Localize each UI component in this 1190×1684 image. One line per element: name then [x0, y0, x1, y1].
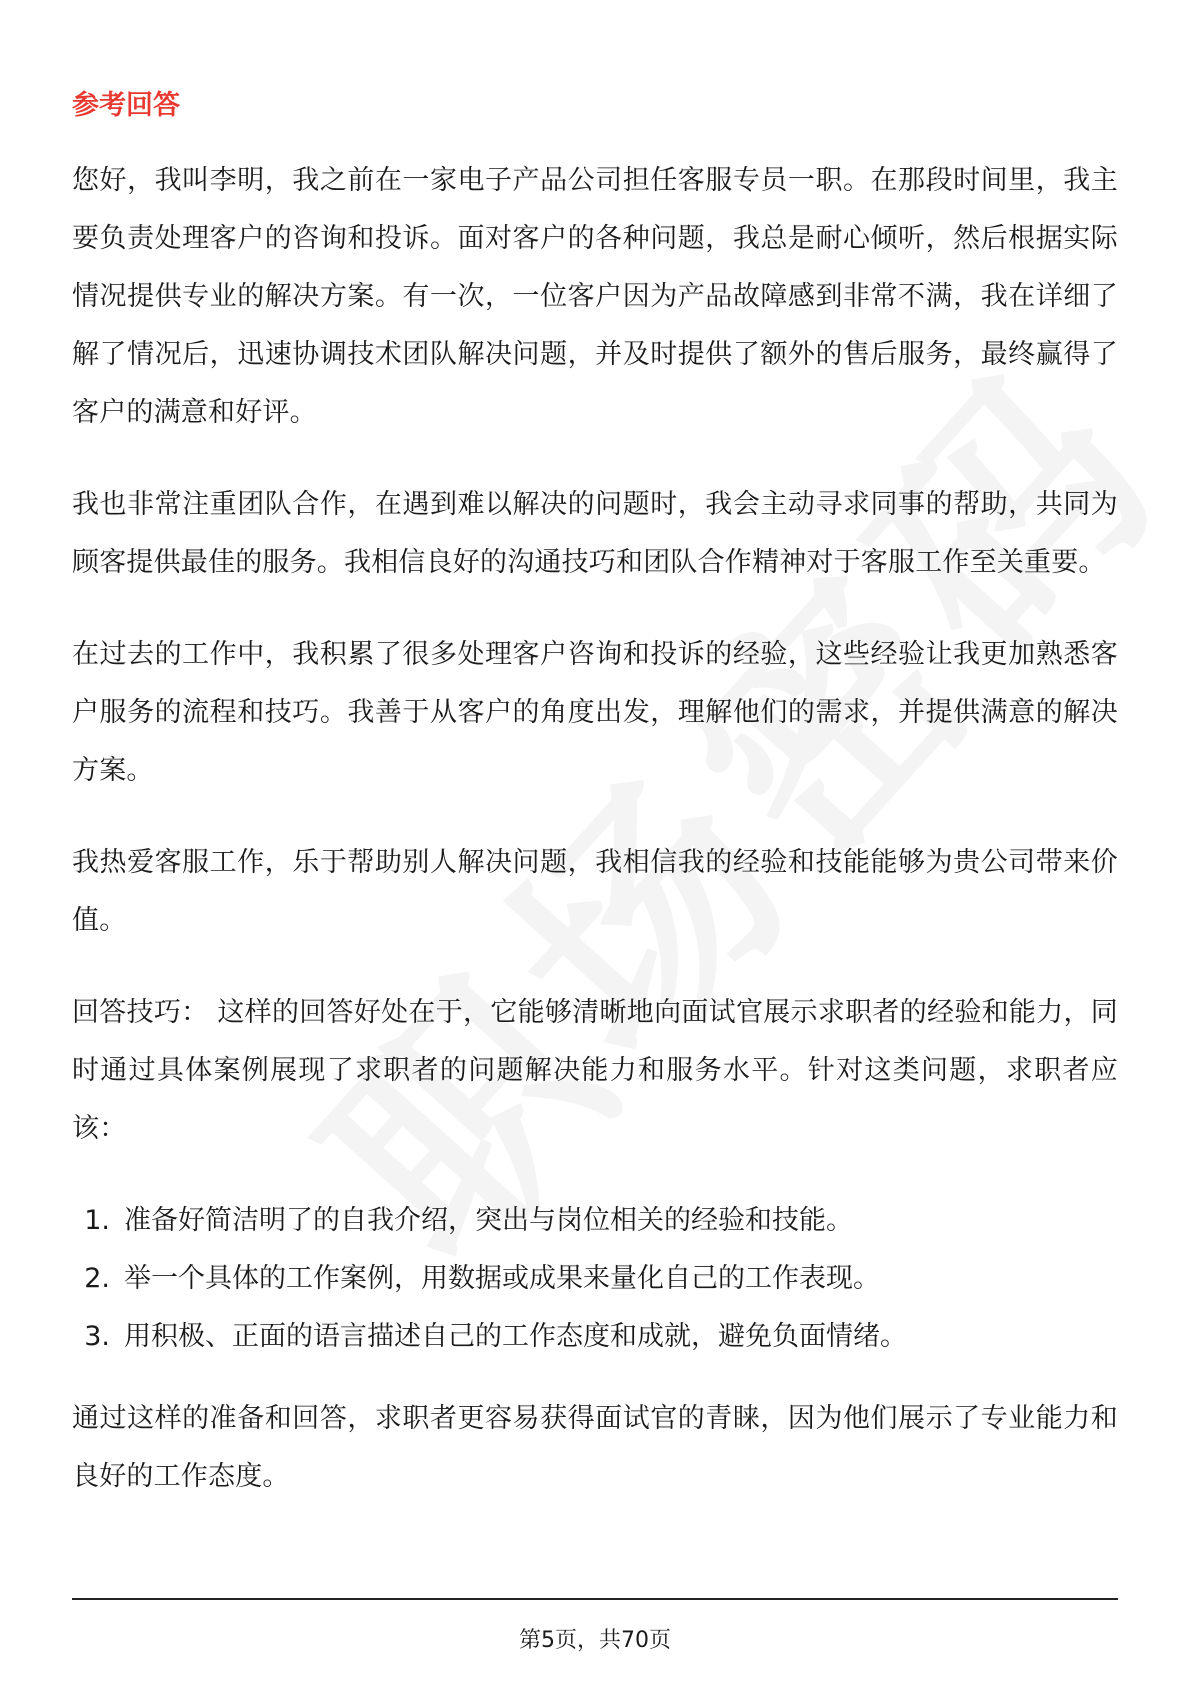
section-heading: 参考回答: [72, 90, 180, 121]
footer-divider: [72, 1598, 1118, 1600]
paragraph-tips-intro: 回答技巧： 这样的回答好处在于，它能够清晰地向面试官展示求职者的经验和能力，同时通过具体案例展现了求职者的问题解决能力和服务水平。针对这类问题，求职者应该：: [72, 997, 1118, 1144]
list-number: 3.: [84, 1321, 110, 1352]
list-item-text: 举一个具体的工作案例，用数据或成果来量化自己的工作表现。: [124, 1263, 880, 1294]
paragraph-closing: 通过这样的准备和回答，求职者更容易获得面试官的青睐，因为他们展示了专业能力和良好的工作态度。: [72, 1403, 1118, 1492]
list-item: [72, 1250, 1118, 1308]
list-item: [72, 1308, 1118, 1366]
document-page: [72, 0, 1118, 1684]
list-item: [72, 1192, 1118, 1250]
paragraph-passion: 我热爱客服工作，乐于帮助别人解决问题，我相信我的经验和技能能够为贵公司带来价值。: [72, 847, 1118, 936]
page-number: 第5页，共70页: [519, 1628, 671, 1653]
list-number: 2.: [84, 1263, 110, 1294]
list-number: 1.: [84, 1205, 110, 1236]
list-item-text: 准备好简洁明了的自我介绍，突出与岗位相关的经验和技能。: [124, 1205, 853, 1236]
answer-body: [72, 152, 1118, 1540]
tips-list: [72, 1192, 1118, 1366]
paragraph-teamwork: 我也非常注重团队合作，在遇到难以解决的问题时，我会主动寻求同事的帮助，共同为顾客提供最佳的服务。我相信良好的沟通技巧和团队合作精神对于客服工作至关重要。: [72, 489, 1118, 578]
paragraph-experience: 在过去的工作中，我积累了很多处理客户咨询和投诉的经验，这些经验让我更加熟悉客户服务的流程和技巧。我善于从客户的角度出发，理解他们的需求，并提供满意的解决方案。: [72, 639, 1118, 786]
paragraph-intro: 您好，我叫李明，我之前在一家电子产品公司担任客服专员一职。在那段时间里，我主要负责处理客户的咨询和投诉。面对客户的各种问题，我总是耐心倾听，然后根据实际情况提供专业的解决方案。有一次，一位客户因为产品故障感到非常不满，我在详细了解了情况后，迅速协调技术团队解决问题，并及时提供了额外的售后服务，最终赢得了客户的满意和好评。: [72, 165, 1118, 428]
list-item-text: 用积极、正面的语言描述自己的工作态度和成就，避免负面情绪。: [124, 1321, 907, 1352]
